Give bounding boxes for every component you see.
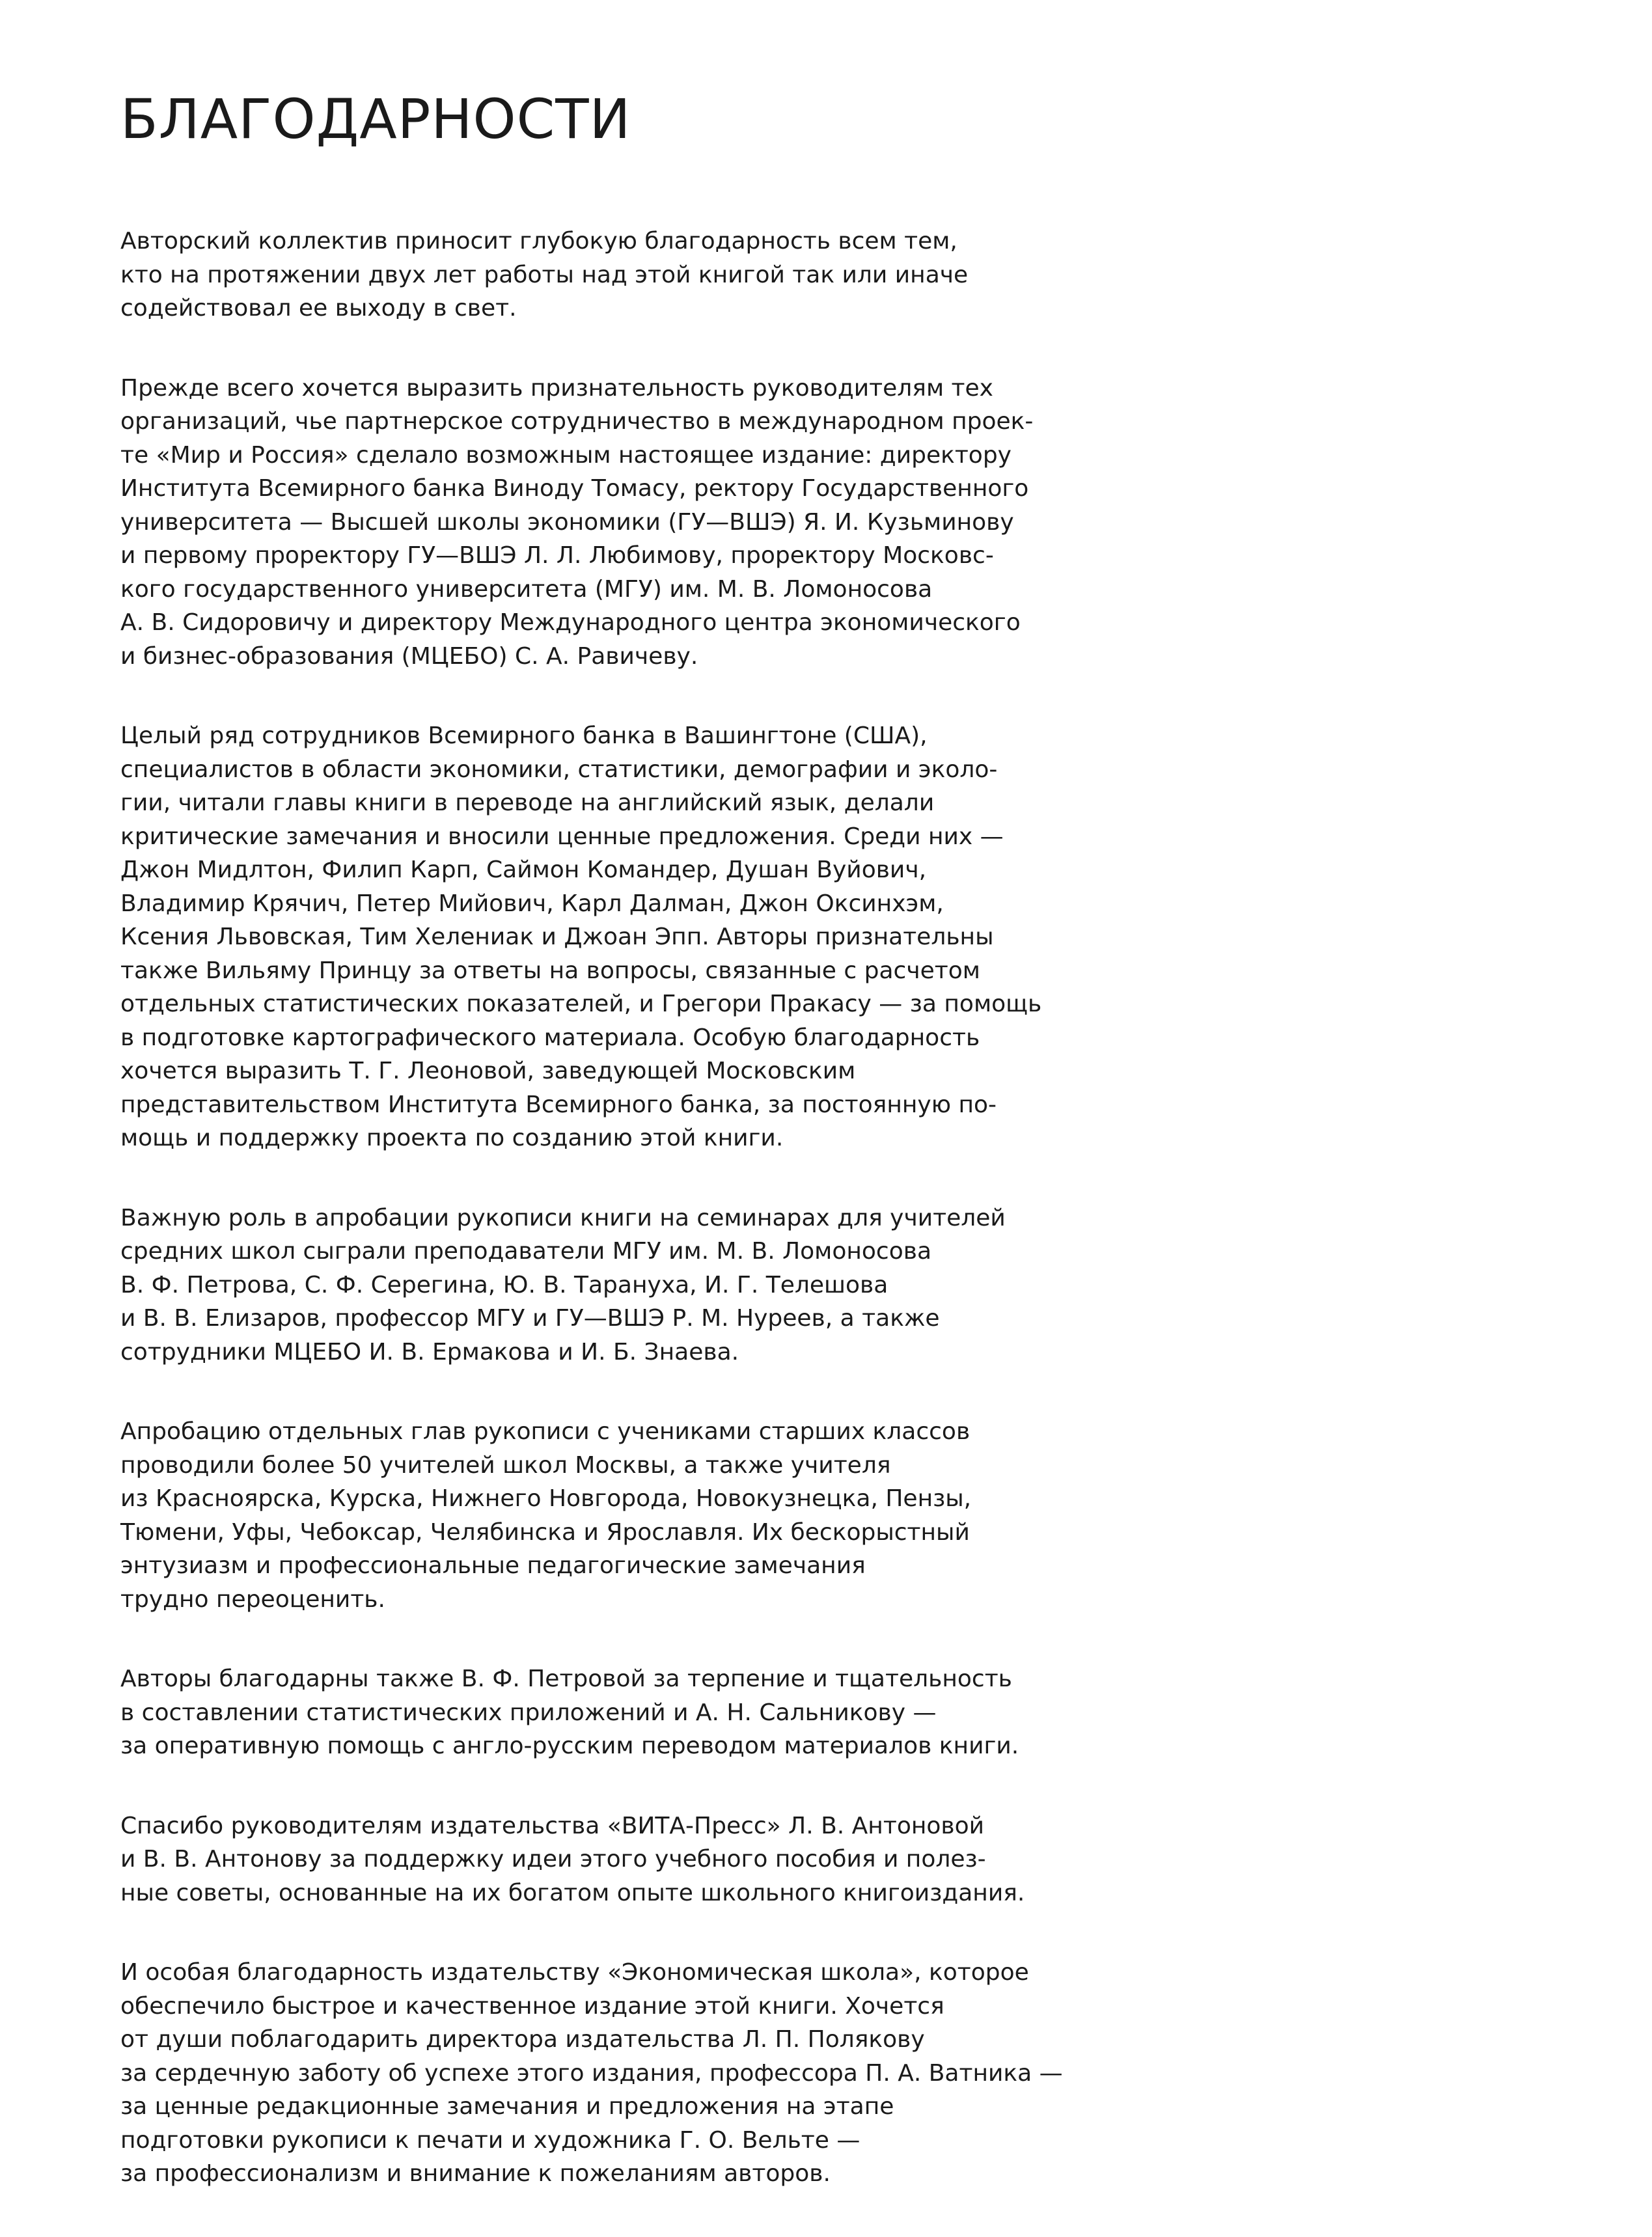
paragraph-world-bank xyxy=(120,719,1077,1155)
text-line: трудно переоценить. xyxy=(120,1585,385,1613)
text-line: организаций, чье партнерское сотрудничество в международном проек- xyxy=(120,408,1034,435)
text-line: Апробацию отдельных глав рукописи с учениками старших классов xyxy=(120,1418,971,1445)
text-line: обеспечило быстрое и качественное издание этой книги. Хочется xyxy=(120,1992,944,2020)
text-line: подготовки рукописи к печати и художника Г. О. Вельте — xyxy=(120,2126,860,2154)
text-line: те «Мир и Россия» сделало возможным настоящее издание: директору xyxy=(120,441,1012,469)
text-line: ные советы, основанные на их богатом опыте школьного книгоиздания. xyxy=(120,1879,1025,1906)
text-line: А. В. Сидоровичу и директору Международного центра экономического xyxy=(120,609,1021,636)
text-line: кого государственного университета (МГУ) им. М. В. Ломоносова xyxy=(120,575,933,603)
text-line: в составлении статистических приложений и А. Н. Сальникову — xyxy=(120,1699,937,1726)
text-line: в подготовке картографического материала. Особую благодарность xyxy=(120,1024,980,1051)
text-line: представительством Института Всемирного банка, за постоянную по- xyxy=(120,1091,997,1118)
text-line: средних школ сыграли преподаватели МГУ им. М. В. Ломоносова xyxy=(120,1238,932,1265)
text-line: за ценные редакционные замечания и предложения на этапе xyxy=(120,2093,894,2120)
text-line: Тюмени, Уфы, Чебоксар, Челябинска и Ярославля. Их бескорыстный xyxy=(120,1518,970,1546)
text-line: Авторский коллектив приносит глубокую благодарность всем тем, xyxy=(120,228,957,254)
text-line: университета — Высшей школы экономики (ГУ—ВШЭ) Я. И. Кузьминову xyxy=(120,508,1014,536)
text-line: и бизнес-образования (МЦЕБО) С. А. Равичеву. xyxy=(120,642,698,670)
acknowledgements-body xyxy=(120,225,1077,2237)
text-line: В. Ф. Петрова, С. Ф. Серегина, Ю. В. Тарануха, И. Г. Телешова xyxy=(120,1271,888,1298)
text-line: критические замечания и вносили ценные предложения. Среди них — xyxy=(120,823,1004,850)
text-line: сотрудники МЦЕБО И. В. Ермакова и И. Б. Знаева. xyxy=(120,1338,739,1366)
paragraph-teachers xyxy=(120,1415,1077,1616)
paragraph-approbation-seminars xyxy=(120,1201,1077,1369)
text-line: из Красноярска, Курска, Нижнего Новгорода, Новокузнецка, Пензы, xyxy=(120,1485,972,1512)
paragraph-intro xyxy=(120,225,1077,325)
text-line: хочется выразить Т. Г. Леоновой, заведующей Московским xyxy=(120,1058,856,1084)
text-line: за профессионализм и внимание к пожеланиям авторов. xyxy=(120,2160,831,2187)
text-line: Спасибо руководителям издательства «ВИТА-Пресс» Л. В. Антоновой xyxy=(120,1812,985,1839)
text-line: также Вильяму Принцу за ответы на вопросы, связанные с расчетом xyxy=(120,957,980,984)
text-line: Целый ряд сотрудников Всемирного банка в Вашингтоне (США), xyxy=(120,722,928,749)
paragraph-vita-press xyxy=(120,1809,1077,1910)
text-line: И особая благодарность издательству «Экономическая школа», которое xyxy=(120,1959,1029,1986)
text-line: отдельных статистических показателей, и Грегори Пракасу — за помощь xyxy=(120,991,1042,1017)
text-line: содействовал ее выходу в свет. xyxy=(120,295,517,322)
text-line: от души поблагодарить директора издательства Л. П. Полякову xyxy=(120,2026,925,2053)
text-line: за оперативную помощь с англо-русским переводом материалов книги. xyxy=(120,1733,1019,1759)
text-line: проводили более 50 учителей школ Москвы, а также учителя xyxy=(120,1451,891,1479)
text-line: и первому проректору ГУ—ВШЭ Л. Л. Любимову, проректору Московс- xyxy=(120,542,994,569)
text-line: Джон Мидлтон, Филип Карп, Саймон Командер, Душан Вуйович, xyxy=(120,857,927,883)
paragraph-publisher xyxy=(120,1956,1077,2191)
text-line: Владимир Крячич, Петер Мийович, Карл Далман, Джон Оксинхэм, xyxy=(120,890,944,917)
text-line: Авторы благодарны также В. Ф. Петровой за терпение и тщательность xyxy=(120,1666,1012,1692)
text-line: энтузиазм и профессиональные педагогические замечания xyxy=(120,1552,866,1579)
text-line: специалистов в области экономики, статистики, демографии и эколо- xyxy=(120,756,998,783)
paragraph-partners xyxy=(120,372,1077,674)
text-line: за сердечную заботу об успехе этого издания, профессора П. А. Ватника — xyxy=(120,2059,1063,2087)
text-line: и В. В. Антонову за поддержку идеи этого учебного пособия и полез- xyxy=(120,1846,986,1873)
text-line: Института Всемирного банка Виноду Томасу, ректору Государственного xyxy=(120,475,1029,502)
paragraph-statistics-translation xyxy=(120,1662,1077,1763)
text-line: Важную роль в апробации рукописи книги на семинарах для учителей xyxy=(120,1204,1006,1231)
text-line: и В. В. Елизаров, профессор МГУ и ГУ—ВШЭ Р. М. Нуреев, а также xyxy=(120,1305,940,1332)
text-line: Ксения Львовская, Тим Хелениак и Джоан Эпп. Авторы признательны xyxy=(120,924,994,950)
text-line: кто на протяжении двух лет работы над этой книгой так или иначе xyxy=(120,261,969,288)
page-title: БЛАГОДАРНОСТИ xyxy=(120,87,631,151)
text-line: мощь и поддержку проекта по созданию этой книги. xyxy=(120,1125,784,1151)
text-line: Прежде всего хочется выразить признательность руководителям тех xyxy=(120,374,993,402)
text-line: гии, читали главы книги в переводе на английский язык, делали xyxy=(120,789,935,816)
